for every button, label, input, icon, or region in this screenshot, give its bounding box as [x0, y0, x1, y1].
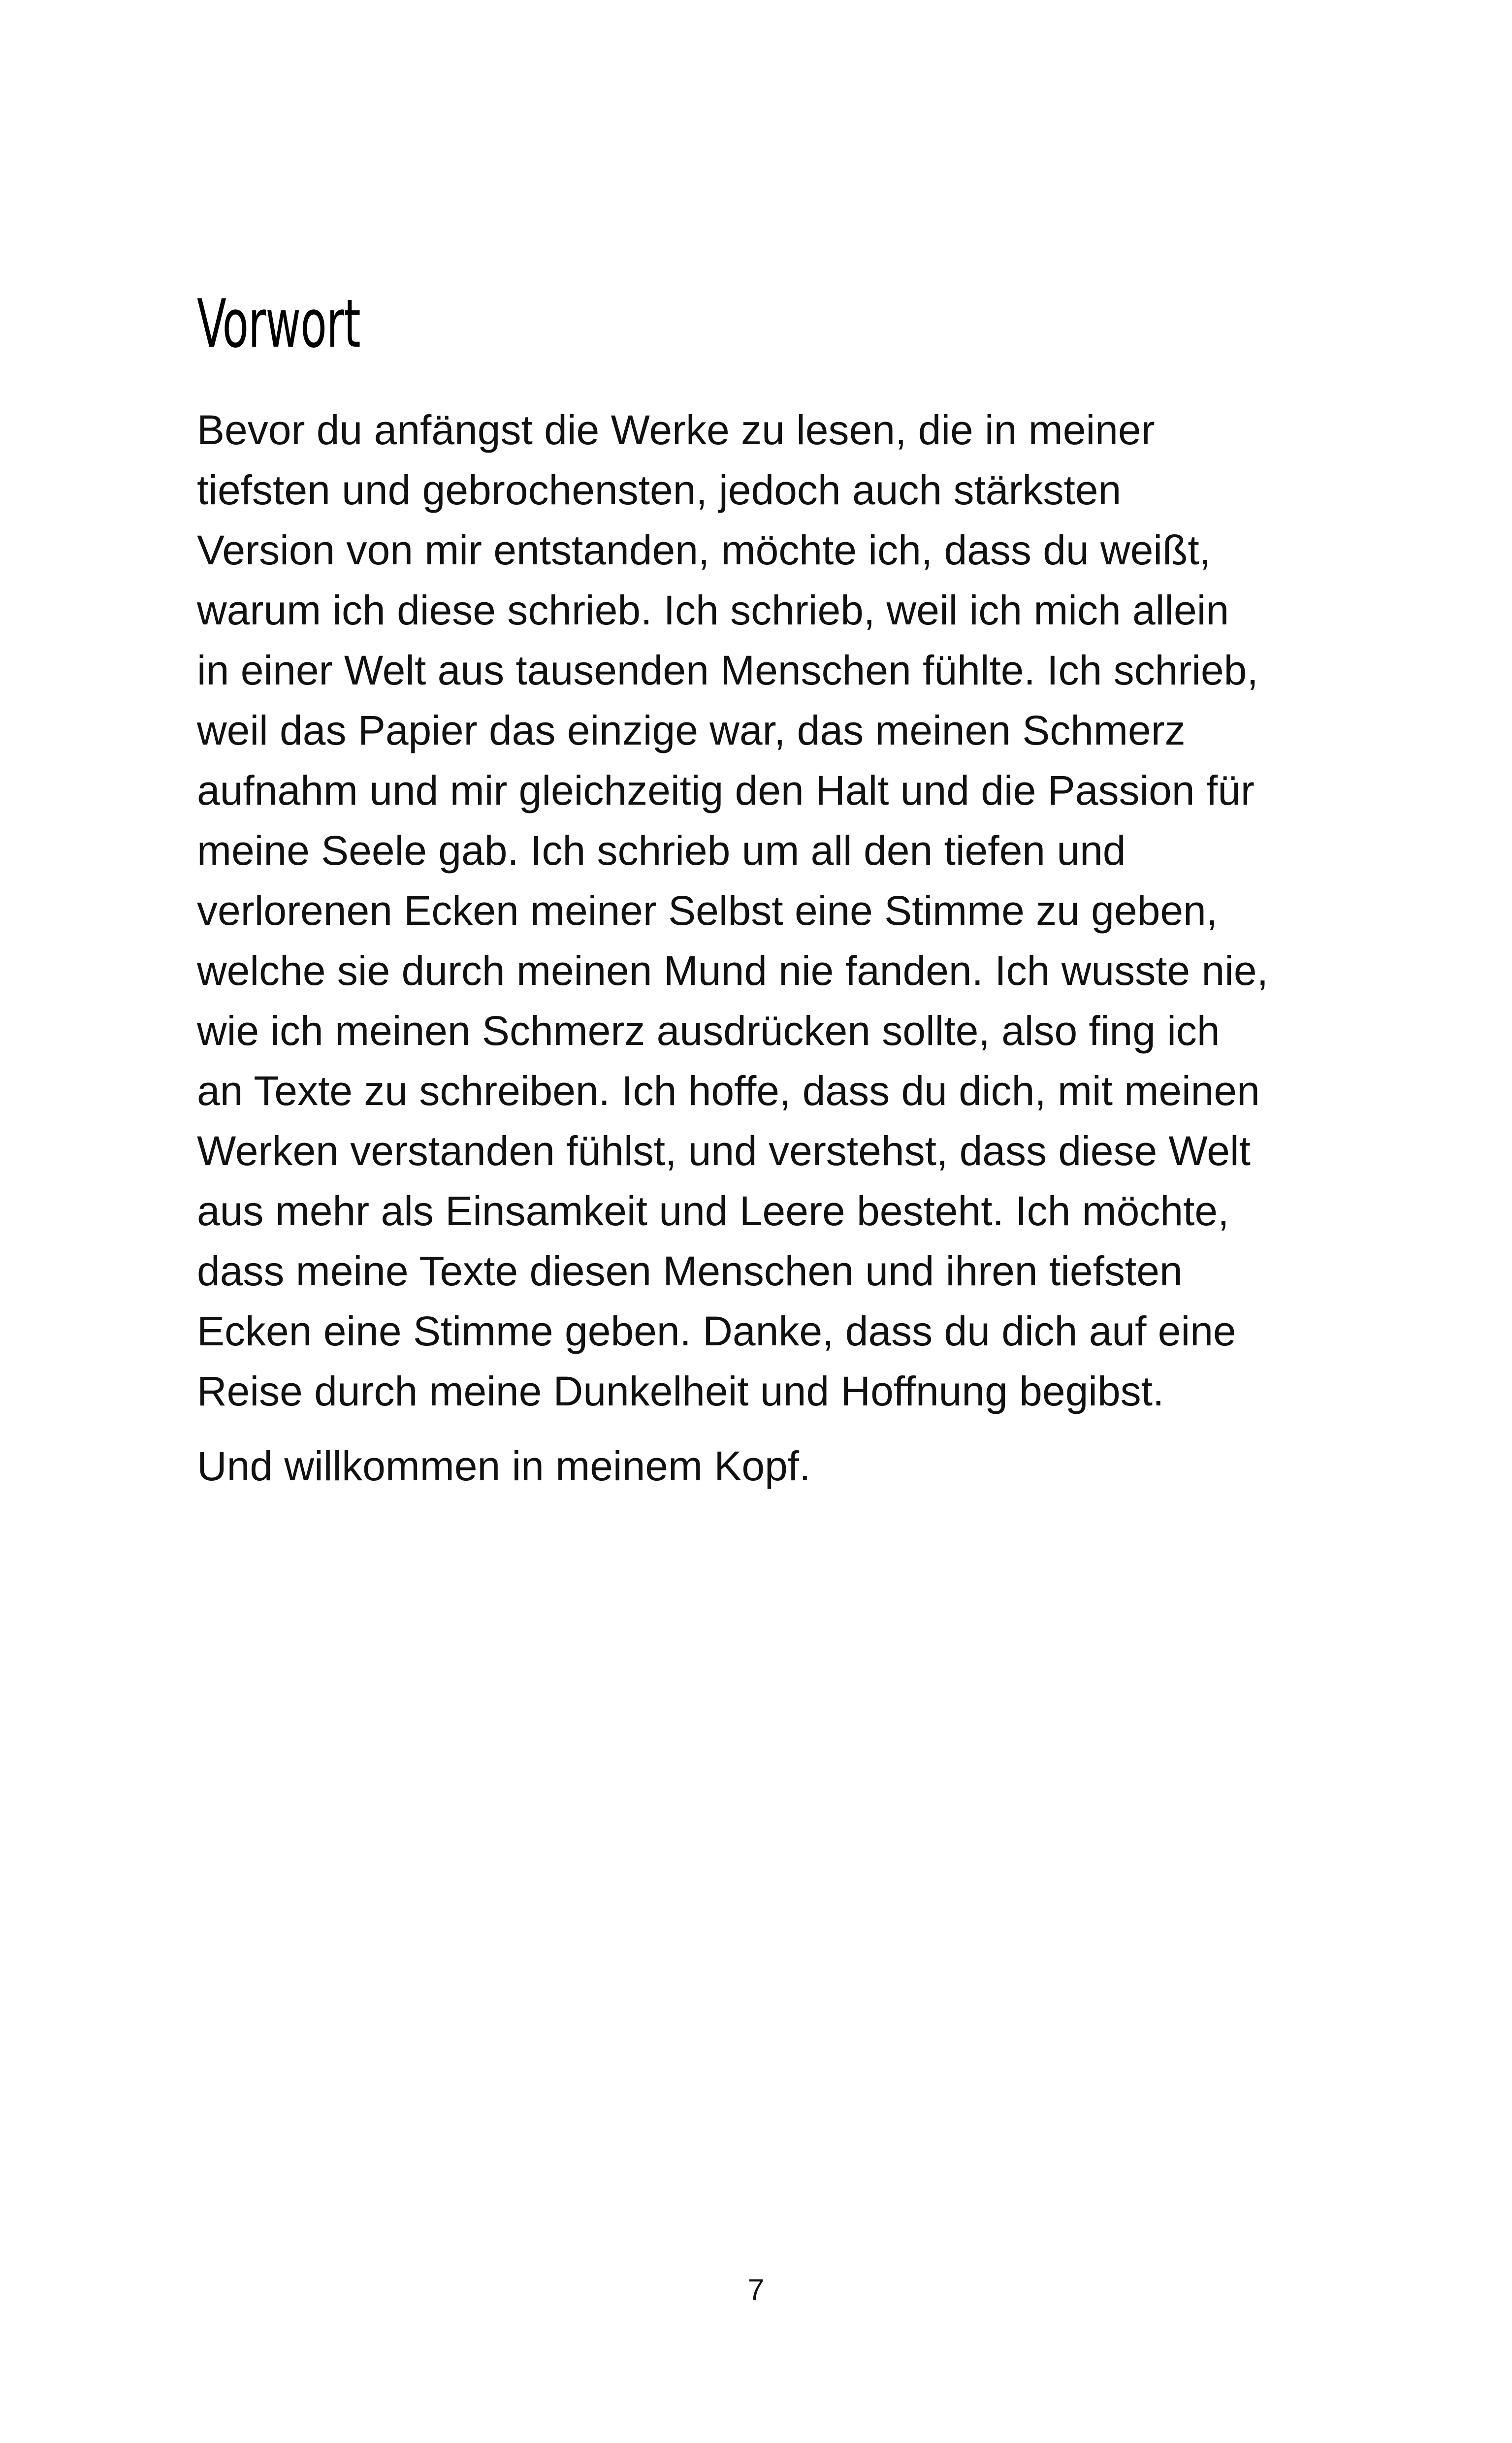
paragraph-line: weil das Papier das einzige war, das meinen Schmerz [197, 707, 1186, 753]
paragraph-line: welche sie durch meinen Mund nie fanden. Ich wusste nie, [197, 947, 1268, 994]
paragraph-line: Reise durch meine Dunkelheit und Hoffnung begibst. [197, 1368, 1164, 1414]
page-number: 7 [747, 2273, 765, 2306]
paragraph-line: Bevor du anfängst die Werke zu lesen, die in meiner [197, 407, 1155, 453]
paragraph-line: dass meine Texte diesen Menschen und ihren tiefsten [197, 1248, 1183, 1294]
paragraph-line: in einer Welt aus tausenden Menschen fühlte. Ich schrieb, [197, 647, 1258, 693]
paragraph-line: wie ich meinen Schmerz ausdrücken sollte, also fing ich [197, 1008, 1220, 1054]
closing-line: Und willkommen in meinem Kopf. [197, 1443, 811, 1489]
page-title: Vorwort [197, 285, 360, 362]
paragraph-line: warum ich diese schrieb. Ich schrieb, weil ich mich allein [197, 587, 1229, 633]
paragraph-line: meine Seele gab. Ich schrieb um all den tiefen und [197, 827, 1126, 874]
paragraph-line: verlorenen Ecken meiner Selbst eine Stimme zu geben, [197, 887, 1218, 934]
paragraph-line: aufnahm und mir gleichzeitig den Halt und die Passion für [197, 767, 1255, 814]
paragraph-line: tiefsten und gebrochensten, jedoch auch stärksten [197, 467, 1122, 513]
paragraph-line: Werken verstanden fühlst, und verstehst, dass diese Welt [197, 1128, 1251, 1174]
paragraph-line: an Texte zu schreiben. Ich hoffe, dass du dich, mit meinen [197, 1068, 1260, 1114]
paragraph-line: Ecken eine Stimme geben. Danke, dass du dich auf eine [197, 1308, 1236, 1354]
body-paragraph [197, 400, 1379, 1421]
paragraph-line: aus mehr als Einsamkeit und Leere besteht. Ich möchte, [197, 1188, 1229, 1234]
paragraph-line: Version von mir entstanden, möchte ich, dass du weißt, [197, 527, 1211, 573]
